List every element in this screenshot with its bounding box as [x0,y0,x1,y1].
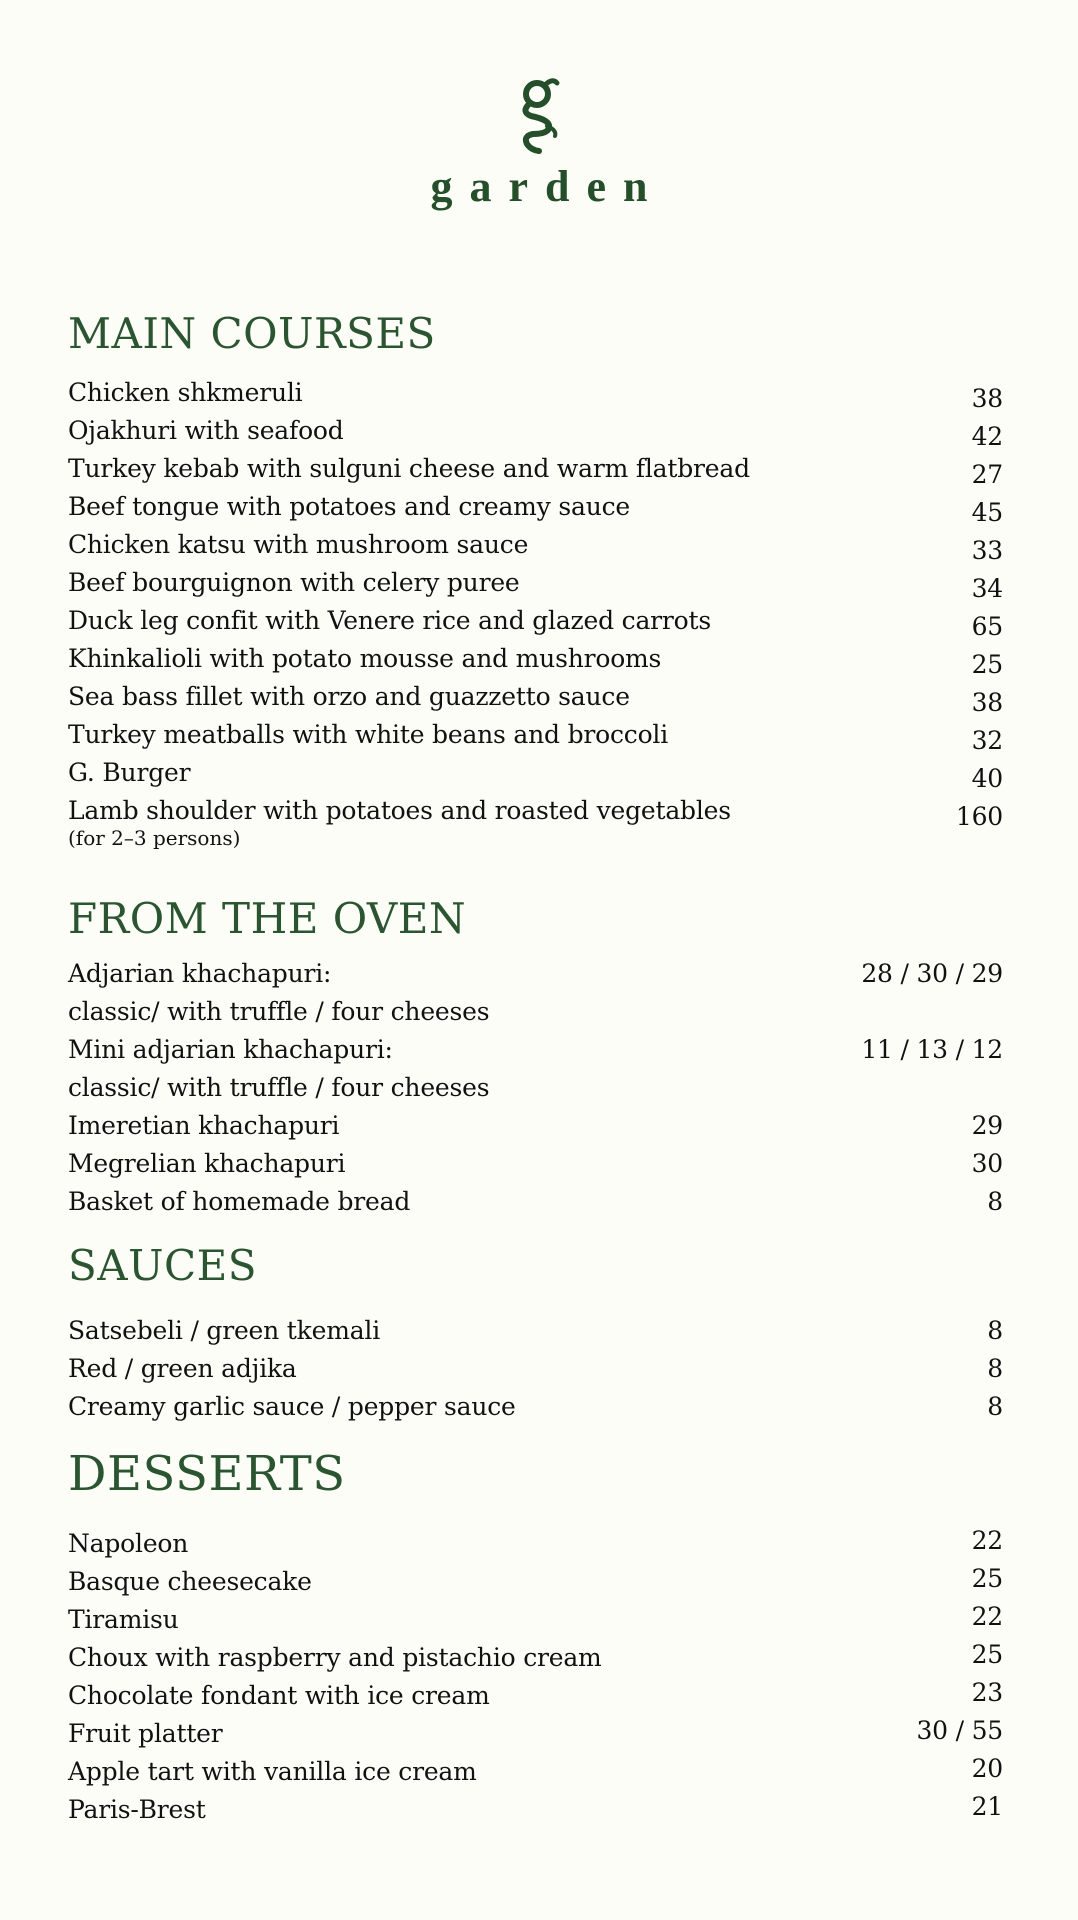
menu-item [68,1715,1003,1753]
menu-item [68,754,1003,792]
item-name: Turkey meatballs with white beans and broccoli [68,720,669,749]
menu-item [68,1312,1003,1350]
item-name: Khinkalioli with potato mousse and mushrooms [68,644,662,673]
menu-item [68,1791,1003,1829]
section-title: FROM THE OVEN [68,894,467,943]
item-price: 38 [971,688,1003,717]
item-price: 8 [987,1316,1003,1345]
item-price: 25 [971,650,1003,679]
item-name: Mini adjarian khachapuri: [68,1035,393,1064]
menu-item [68,716,1003,754]
item-name: Ojakhuri with seafood [68,416,344,445]
menu-item [68,792,1003,830]
item-name: Imeretian khachapuri [68,1111,340,1140]
item-name: Basket of homemade bread [68,1187,411,1216]
section-from-the-oven [68,893,1003,1221]
section-title: MAIN COURSES [68,309,436,358]
item-price: 33 [971,536,1003,565]
item-subline [68,993,1003,1031]
menu-item [68,1350,1003,1388]
menu-item [68,1525,1003,1563]
item-name: Tiramisu [68,1605,179,1634]
item-price: 8 [987,1187,1003,1216]
item-price: 25 [971,1564,1003,1593]
item-price: 65 [971,612,1003,641]
item-price: 38 [971,384,1003,413]
item-price: 22 [971,1602,1003,1631]
menu-item [68,450,1003,488]
item-name: Turkey kebab with sulguni cheese and warm flatbread [68,454,750,483]
menu-item [68,1753,1003,1791]
menu-item [68,1388,1003,1426]
item-variants: classic/ with truffle / four cheeses [68,997,490,1026]
item-name: Chicken shkmeruli [68,378,303,407]
menu-item [68,526,1003,564]
item-name: Chocolate fondant with ice cream [68,1681,490,1710]
menu-item [68,564,1003,602]
item-name: Sea bass fillet with orzo and guazzetto sauce [68,682,630,711]
item-price: 22 [971,1526,1003,1555]
menu-item [68,602,1003,640]
item-name: Beef bourguignon with celery puree [68,568,520,597]
item-price: 30 / 55 [916,1716,1003,1745]
section-title: DESSERTS [68,1446,346,1502]
item-price: 21 [971,1792,1003,1821]
item-name: Red / green adjika [68,1354,297,1383]
item-price: 40 [971,764,1003,793]
item-name: Basque cheesecake [68,1567,312,1596]
item-name: Chicken katsu with mushroom sauce [68,530,529,559]
menu-item [68,955,1003,993]
menu-item [68,1677,1003,1715]
item-name: Duck leg confit with Venere rice and glazed carrots [68,606,712,635]
item-price: 42 [971,422,1003,451]
section-main-courses [68,308,1003,850]
menu-item [68,488,1003,526]
item-name: Satsebeli / green tkemali [68,1316,380,1345]
item-note: (for 2–3 persons) [68,826,241,850]
item-price: 11 / 13 / 12 [861,1035,1003,1064]
menu-item [68,1563,1003,1601]
item-price: 8 [987,1392,1003,1421]
section-desserts [68,1446,1003,1829]
item-price: 28 / 30 / 29 [861,959,1003,988]
item-price: 160 [955,802,1003,831]
item-price: 29 [971,1111,1003,1140]
item-price: 32 [971,726,1003,755]
item-price: 27 [971,460,1003,489]
menu-item [68,678,1003,716]
item-name: G. Burger [68,758,191,787]
item-name: Creamy garlic sauce / pepper sauce [68,1392,516,1421]
item-price: 34 [971,574,1003,603]
item-name: Choux with raspberry and pistachio cream [68,1643,602,1672]
item-price: 30 [971,1149,1003,1178]
item-price: 25 [971,1640,1003,1669]
g-monogram-icon [0,74,1078,154]
menu-item [68,374,1003,412]
item-subline [68,1069,1003,1107]
menu-item [68,640,1003,678]
item-name: Napoleon [68,1529,189,1558]
menu-item [68,1031,1003,1069]
brand-logo [0,74,1078,212]
item-price: 8 [987,1354,1003,1383]
item-price: 45 [971,498,1003,527]
item-price: 20 [971,1754,1003,1783]
item-name: Paris-Brest [68,1795,206,1824]
section-title: SAUCES [68,1241,258,1290]
item-variants: classic/ with truffle / four cheeses [68,1073,490,1102]
item-price: 23 [971,1678,1003,1707]
menu-item [68,1145,1003,1183]
menu-item [68,412,1003,450]
menu-item [68,1183,1003,1221]
section-sauces [68,1240,1003,1426]
item-name: Fruit platter [68,1719,223,1748]
item-name: Adjarian khachapuri: [68,959,332,988]
item-name: Megrelian khachapuri [68,1149,346,1178]
brand-name: garden [430,162,665,211]
menu-item [68,1639,1003,1677]
menu-item [68,1107,1003,1145]
menu-item [68,1601,1003,1639]
item-name: Beef tongue with potatoes and creamy sauce [68,492,630,521]
item-name: Apple tart with vanilla ice cream [68,1757,477,1786]
item-name: Lamb shoulder with potatoes and roasted vegetables [68,796,731,825]
